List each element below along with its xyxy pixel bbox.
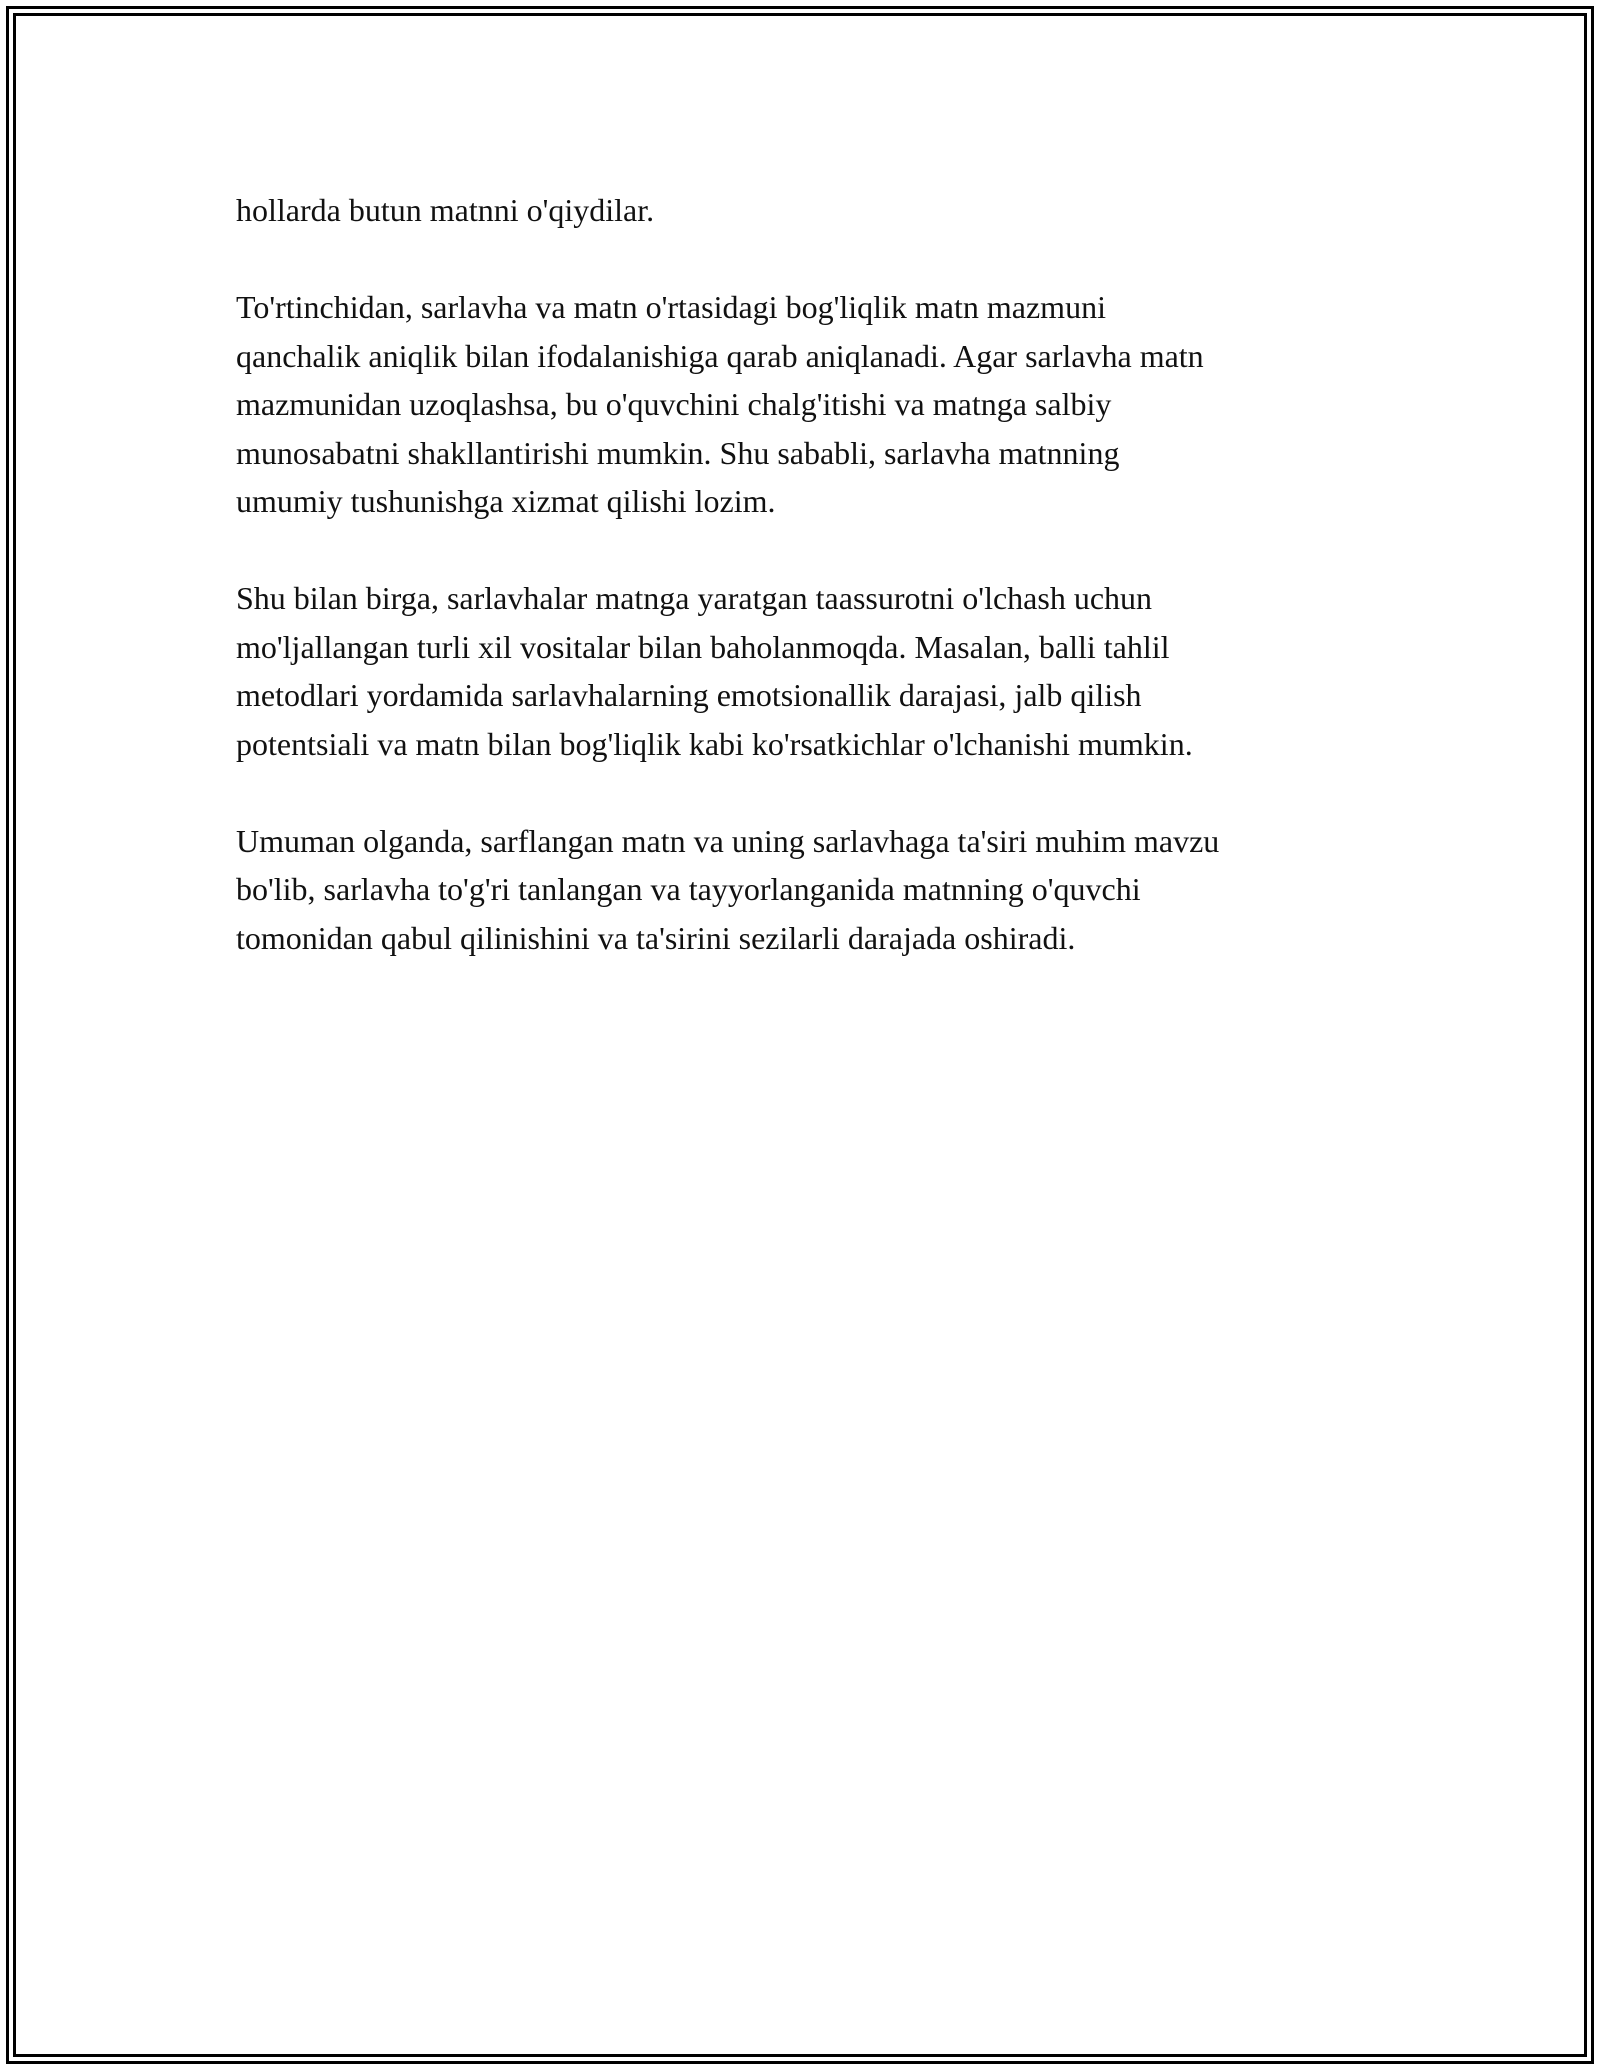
text-line: umumiy tushunishga xizmat qilishi lozim. [236,483,776,519]
text-line: Umuman olganda, sarflangan matn va uning sarlavhaga ta'siri muhim mavzu [236,822,1220,859]
text-line: bo'lib, sarlavha to'g'ri tanlangan va tayyorlanganida matnning o'quvchi [236,871,1141,907]
text-line: metodlari yordamida sarlavhalarning emotsionallik darajasi, jalb qilish [236,677,1142,713]
text-line: Shu bilan birga, sarlavhalar matnga yaratgan taassurotni o'lchash uchun [236,580,1153,616]
document-body [236,186,1386,962]
paragraph [236,186,1386,235]
text-line: tomonidan qabul qilinishini va ta'sirini sezilarli darajada oshiradi. [236,919,1076,956]
text-line: To'rtinchidan, sarlavha va matn o'rtasidagi bog'liqlik matn mazmuni [236,289,1106,325]
paragraph [236,574,1386,768]
paragraph [236,283,1386,526]
paragraph [236,817,1386,963]
text-line: mo'ljallangan turli xil vositalar bilan baholanmoqda. Masalan, balli tahlil [236,628,1170,665]
text-line: munosabatni shakllantirishi mumkin. Shu sababli, sarlavha matnning [236,434,1120,471]
text-line: mazmunidan uzoqlashsa, bu o'quvchini chalg'itishi va matnga salbiy [236,386,1112,422]
text-line: hollarda butun matnni o'qiydilar. [236,192,655,228]
text-line: potentsiali va matn bilan bog'liqlik kabi ko'rsatkichlar o'lchanishi mumkin. [236,725,1193,762]
text-line: qanchalik aniqlik bilan ifodalanishiga qarab aniqlanadi. Agar sarlavha matn [236,337,1204,374]
